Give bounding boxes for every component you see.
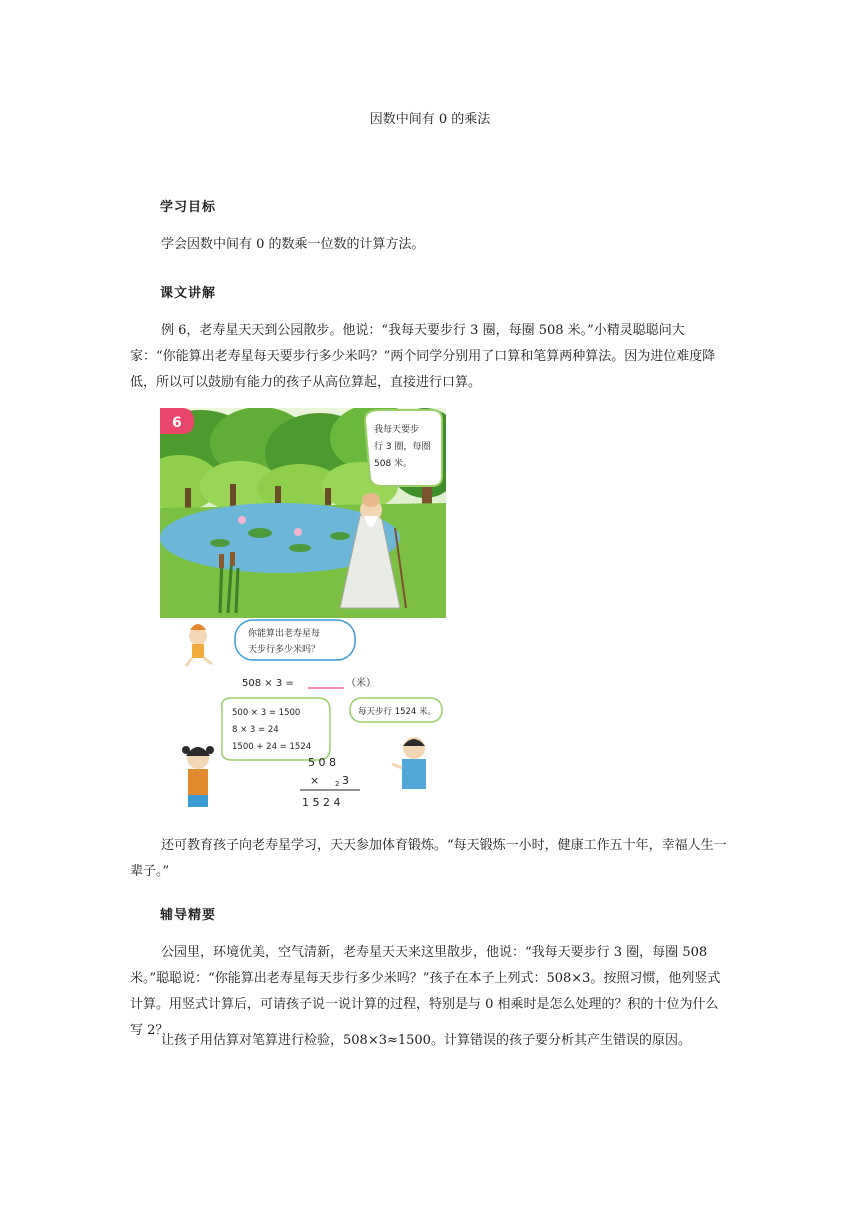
girl-bubble-line-3: 1500 + 24 = 1524 xyxy=(232,742,312,752)
fairy-bubble-line-2: 天步行多少米吗？ xyxy=(248,645,321,655)
vertical-carry: 2 xyxy=(335,780,340,788)
vertical-product: 1 5 2 4 xyxy=(302,796,341,809)
page-title: 因数中间有 0 的乘法 xyxy=(369,112,491,127)
old-man-bubble-line-1: 我每天要步 xyxy=(374,425,420,435)
boy-bubble-text: 每天步行 1524 米。 xyxy=(358,707,437,717)
vertical-multiplicand: 5 0 8 xyxy=(308,756,336,769)
girl-bubble-line-1: 500 × 3 = 1500 xyxy=(232,708,301,718)
fairy-speech-bubble xyxy=(235,620,355,660)
girl-bubble-line-2: 8 × 3 = 24 xyxy=(232,725,279,735)
fairy-bubble-line-1: 你能算出老寿星每 xyxy=(248,629,321,639)
guide-paragraph-1: 公园里，环境优美，空气清新，老寿星天天来这里散步，他说：“我每天要步行 3 圈，每圈 508 米。”聪聪说：“你能算出老寿星每天步行多少米吗？”孩子在本子上列式：508×3。按照习惯，他列竖式计算。用竖式计算后，可请孩子说一说计算的过程，特别是与 0 相乘时是怎么处理的？积的十位为什么写 2？ xyxy=(130,945,721,1038)
section-heading-guide: 辅导精要 xyxy=(160,908,217,923)
boy-speech-bubble xyxy=(350,698,442,722)
guide-paragraph-2: 让孩子用估算对笔算进行检验，508×3≈1500。计算错误的孩子要分析其产生错误的原因。 xyxy=(161,1033,691,1048)
old-man-bubble-line-2: 行 3 圈，每圈 xyxy=(374,442,431,452)
vertical-multiplier: 3 xyxy=(342,774,349,787)
equation-left: 508 × 3 = xyxy=(242,678,294,689)
goal-paragraph: 学会因数中间有 0 的数乘一位数的计算方法。 xyxy=(161,237,425,252)
lesson-paragraph: 例 6，老寿星天天到公园散步。他说：“我每天要步行 3 圈，每圈 508 米。”小精灵聪聪问大家：“你能算出老寿星每天要步行多少米吗？”两个同学分别用了口算和笔算两种算法。因为进位难度降低，所以可以鼓励有能力的孩子从高位算起，直接进行口算。 xyxy=(130,323,716,390)
equation-unit: （米） xyxy=(346,678,376,689)
section-heading-goal: 学习目标 xyxy=(160,200,217,215)
example-illustration xyxy=(160,408,446,810)
vertical-times-sign: × xyxy=(310,774,320,787)
after-figure-paragraph: 还可教育孩子向老寿星学习，天天参加体育锻炼。“每天锻炼一小时，健康工作五十年，幸福人生一辈子。” xyxy=(130,838,727,879)
girl-speech-bubble xyxy=(222,698,330,760)
old-man-speech-bubble xyxy=(365,410,442,486)
old-man-bubble-line-3: 508 米。 xyxy=(374,459,413,469)
example-number: 6 xyxy=(172,415,182,431)
section-heading-lesson: 课文讲解 xyxy=(160,286,217,301)
